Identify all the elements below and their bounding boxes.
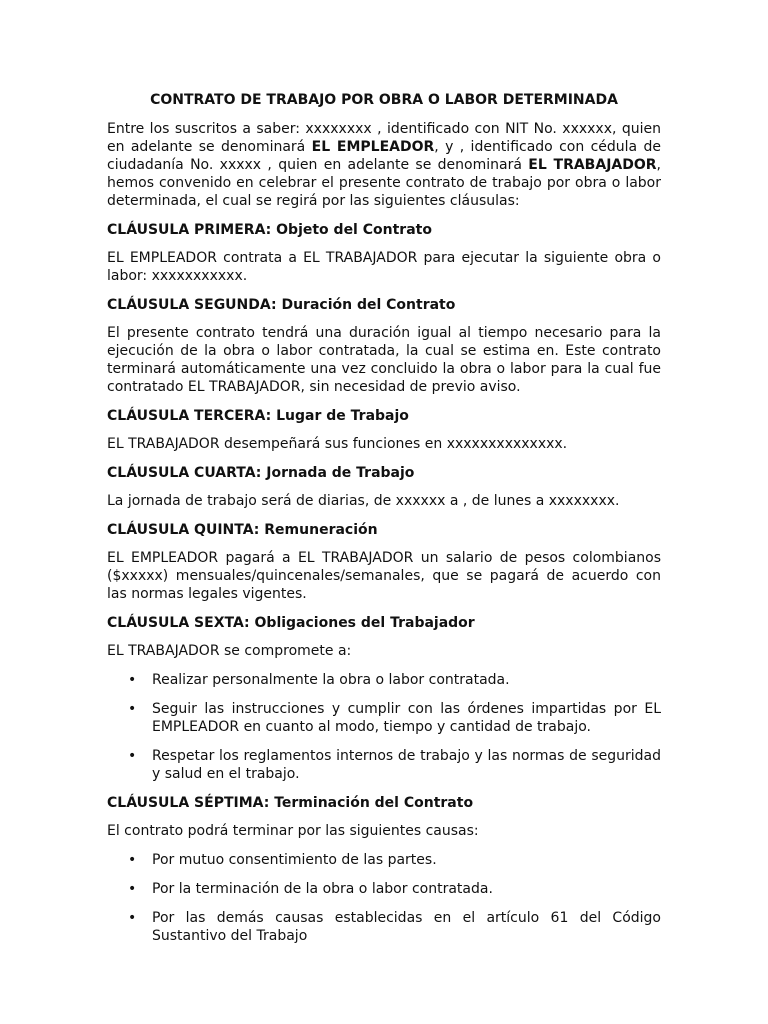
intro-paragraph [107, 120, 661, 210]
bullet-icon: • [128, 910, 137, 926]
list-item-text: Por mutuo consentimiento de las partes. [152, 852, 437, 868]
bullet-icon: • [128, 852, 137, 868]
bullet-icon: • [128, 672, 137, 688]
intro-text-1: Entre los suscritos a saber: xxxxxxxx , identificado con NIT No. xxxxxx, quien en adelante se denominará [107, 121, 661, 155]
list-item [107, 671, 661, 689]
list-item [107, 851, 661, 869]
clause-1-heading: CLÁUSULA PRIMERA: Objeto del Contrato [107, 222, 432, 238]
document-title: CONTRATO DE TRABAJO POR OBRA O LABOR DETERMINADA [150, 92, 618, 108]
list-item-text: Realizar personalmente la obra o labor contratada. [152, 672, 510, 688]
clause-5-heading: CLÁUSULA QUINTA: Remuneración [107, 522, 378, 538]
list-item [107, 747, 661, 783]
clause-7-heading: CLÁUSULA SÉPTIMA: Terminación del Contrato [107, 795, 474, 811]
clause-6-text: EL TRABAJADOR se compromete a: [107, 643, 352, 659]
bullet-icon: • [128, 881, 137, 897]
list-item [107, 700, 661, 736]
bullet-icon: • [128, 701, 137, 717]
intro-worker-bold: EL TRABAJADOR [528, 157, 657, 173]
clause-2-heading: CLÁUSULA SEGUNDA: Duración del Contrato [107, 297, 456, 313]
clause-4-heading: CLÁUSULA CUARTA: Jornada de Trabajo [107, 465, 415, 481]
clause-1-text: EL EMPLEADOR contrata a EL TRABAJADOR para ejecutar la siguiente obra o labor: xxxxxxxxxxx. [107, 250, 661, 284]
clause-2-text: El presente contrato tendrá una duración igual al tiempo necesario para la ejecución de la obra o labor contratada, la cual se estima en. Este contrato terminará automáticamente una vez concluido la obra o labor para la cual fue contratado EL TRABAJADOR, sin necesidad de previo aviso. [107, 325, 661, 395]
clause-7-text: El contrato podrá terminar por las siguientes causas: [107, 823, 479, 839]
clause-5-text: EL EMPLEADOR pagará a EL TRABAJADOR un salario de pesos colombianos ($xxxxx) mensuales/quincenales/semanales, que se pagará de acuerdo con las normas legales vigentes. [107, 550, 661, 602]
clause-6-heading: CLÁUSULA SEXTA: Obligaciones del Trabajador [107, 615, 475, 631]
clause-7-list [107, 851, 661, 945]
intro-text-3: , hemos convenido en celebrar el presente contrato de trabajo por obra o labor determinada, el cual se regirá por las siguientes cláusulas: [107, 157, 661, 209]
intro-text-2: , y , identificado con cédula de ciudadanía No. xxxxx , quien en adelante se denominará [107, 139, 661, 173]
clause-4-text: La jornada de trabajo será de diarias, de xxxxxx a , de lunes a xxxxxxxx. [107, 493, 620, 509]
intro-employer-bold: EL EMPLEADOR [311, 139, 435, 155]
bullet-icon: • [128, 748, 137, 764]
list-item [107, 880, 661, 898]
list-item-text: Por las demás causas establecidas en el artículo 61 del Código Sustantivo del Trabajo [152, 910, 661, 944]
clause-3-heading: CLÁUSULA TERCERA: Lugar de Trabajo [107, 408, 409, 424]
list-item-text: Por la terminación de la obra o labor contratada. [152, 881, 493, 897]
list-item-text: Respetar los reglamentos internos de trabajo y las normas de seguridad y salud en el trabajo. [152, 748, 661, 782]
list-item [107, 909, 661, 945]
clause-3-text: EL TRABAJADOR desempeñará sus funciones en xxxxxxxxxxxxxx. [107, 436, 568, 452]
clause-6-list [107, 671, 661, 783]
list-item-text: Seguir las instrucciones y cumplir con las órdenes impartidas por EL EMPLEADOR en cuanto al modo, tiempo y cantidad de trabajo. [152, 701, 661, 735]
